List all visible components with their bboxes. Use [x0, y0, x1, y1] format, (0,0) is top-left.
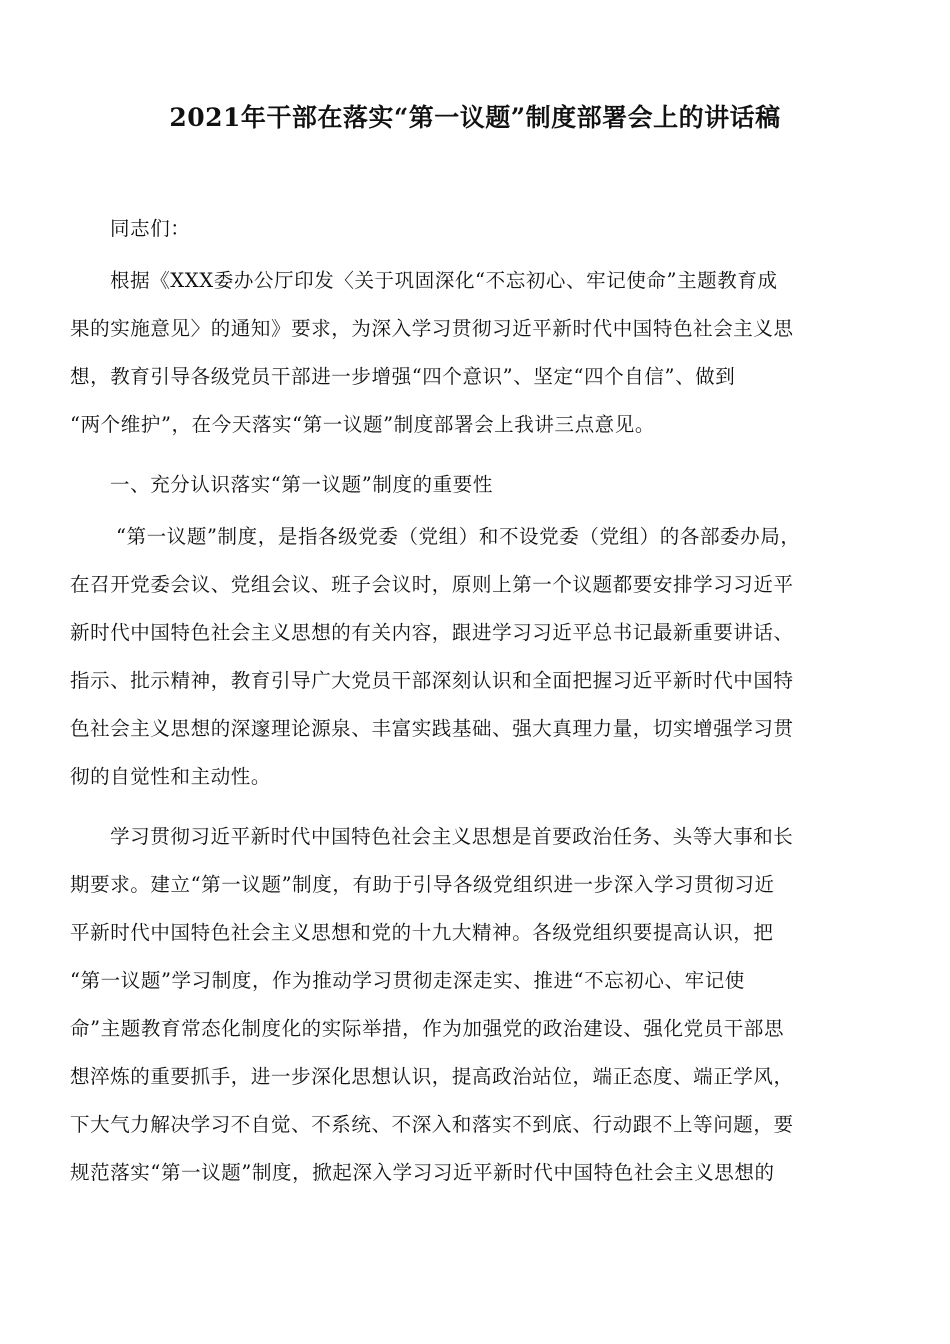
paragraph-line: 彻的自觉性和主动性。	[70, 765, 272, 788]
section-heading-block	[70, 461, 882, 509]
paragraph-line: 在召开党委会议、党组会议、班子会议时，原则上第一个议题都要安排学习习近平	[70, 573, 794, 596]
paragraph-line: 色社会主义思想的深邃理论源泉、丰富实践基础、强大真理力量，切实增强学习贯	[70, 717, 794, 740]
paragraph-line: 想淬炼的重要抓手，进一步深化思想认识，提高政治站位，端正态度、端正学风，	[70, 1065, 794, 1088]
paragraph-line: 期要求。建立“第一议题”制度，有助于引导各级党组织进一步深入学习贯彻习近	[70, 873, 775, 896]
section-heading: 一、充分认识落实“第一议题”制度的重要性	[110, 473, 493, 496]
paragraph-line: “两个维护”，在今天落实“第一议题”制度部署会上我讲三点意见。	[70, 413, 655, 436]
paragraph-line: 指示、批示精神，教育引导广大党员干部深刻认识和全面把握习近平新时代中国特	[70, 669, 794, 692]
paragraph-line: 学习贯彻习近平新时代中国特色社会主义思想是首要政治任务、头等大事和长	[110, 825, 794, 848]
salutation: 同志们：	[110, 217, 191, 240]
paragraph-line: 命”主题教育常态化制度化的实际举措，作为加强党的政治建设、强化党员干部思	[70, 1017, 785, 1040]
paragraph-line: “第一议题”制度，是指各级党委（党组）和不设党委（党组）的各部委办局，	[116, 525, 801, 548]
paragraph-line: 新时代中国特色社会主义思想的有关内容，跟进学习习近平总书记最新重要讲话、	[70, 621, 794, 644]
paragraph-2	[70, 513, 882, 801]
paragraph-line: 果的实施意见〉的通知》要求，为深入学习贯彻习近平新时代中国特色社会主义思	[70, 317, 794, 340]
paragraph-line: 平新时代中国特色社会主义思想和党的十九大精神。各级党组织要提高认识，把	[70, 921, 774, 944]
paragraph-line: “第一议题”学习制度，作为推动学习贯彻走深走实、推进“不忘初心、牢记使	[70, 969, 745, 992]
document-title: 2021年干部在落实“第一议题”制度部署会上的讲话稿	[169, 103, 781, 132]
salutation-block	[70, 205, 882, 253]
paragraph-line: 规范落实“第一议题”制度，掀起深入学习习近平新时代中国特色社会主义思想的	[70, 1161, 775, 1184]
paragraph-line: 下大气力解决学习不自觉、不系统、不深入和落实不到底、行动跟不上等问题，要	[70, 1113, 794, 1136]
paragraph-1	[70, 257, 882, 449]
paragraph-line: 根据《XXX委办公厅印发〈关于巩固深化“不忘初心、牢记使命”主题教育成	[110, 269, 778, 292]
paragraph-3	[70, 813, 882, 1197]
paragraph-line: 想，教育引导各级党员干部进一步增强“四个意识”、坚定“四个自信”、做到	[70, 365, 736, 388]
